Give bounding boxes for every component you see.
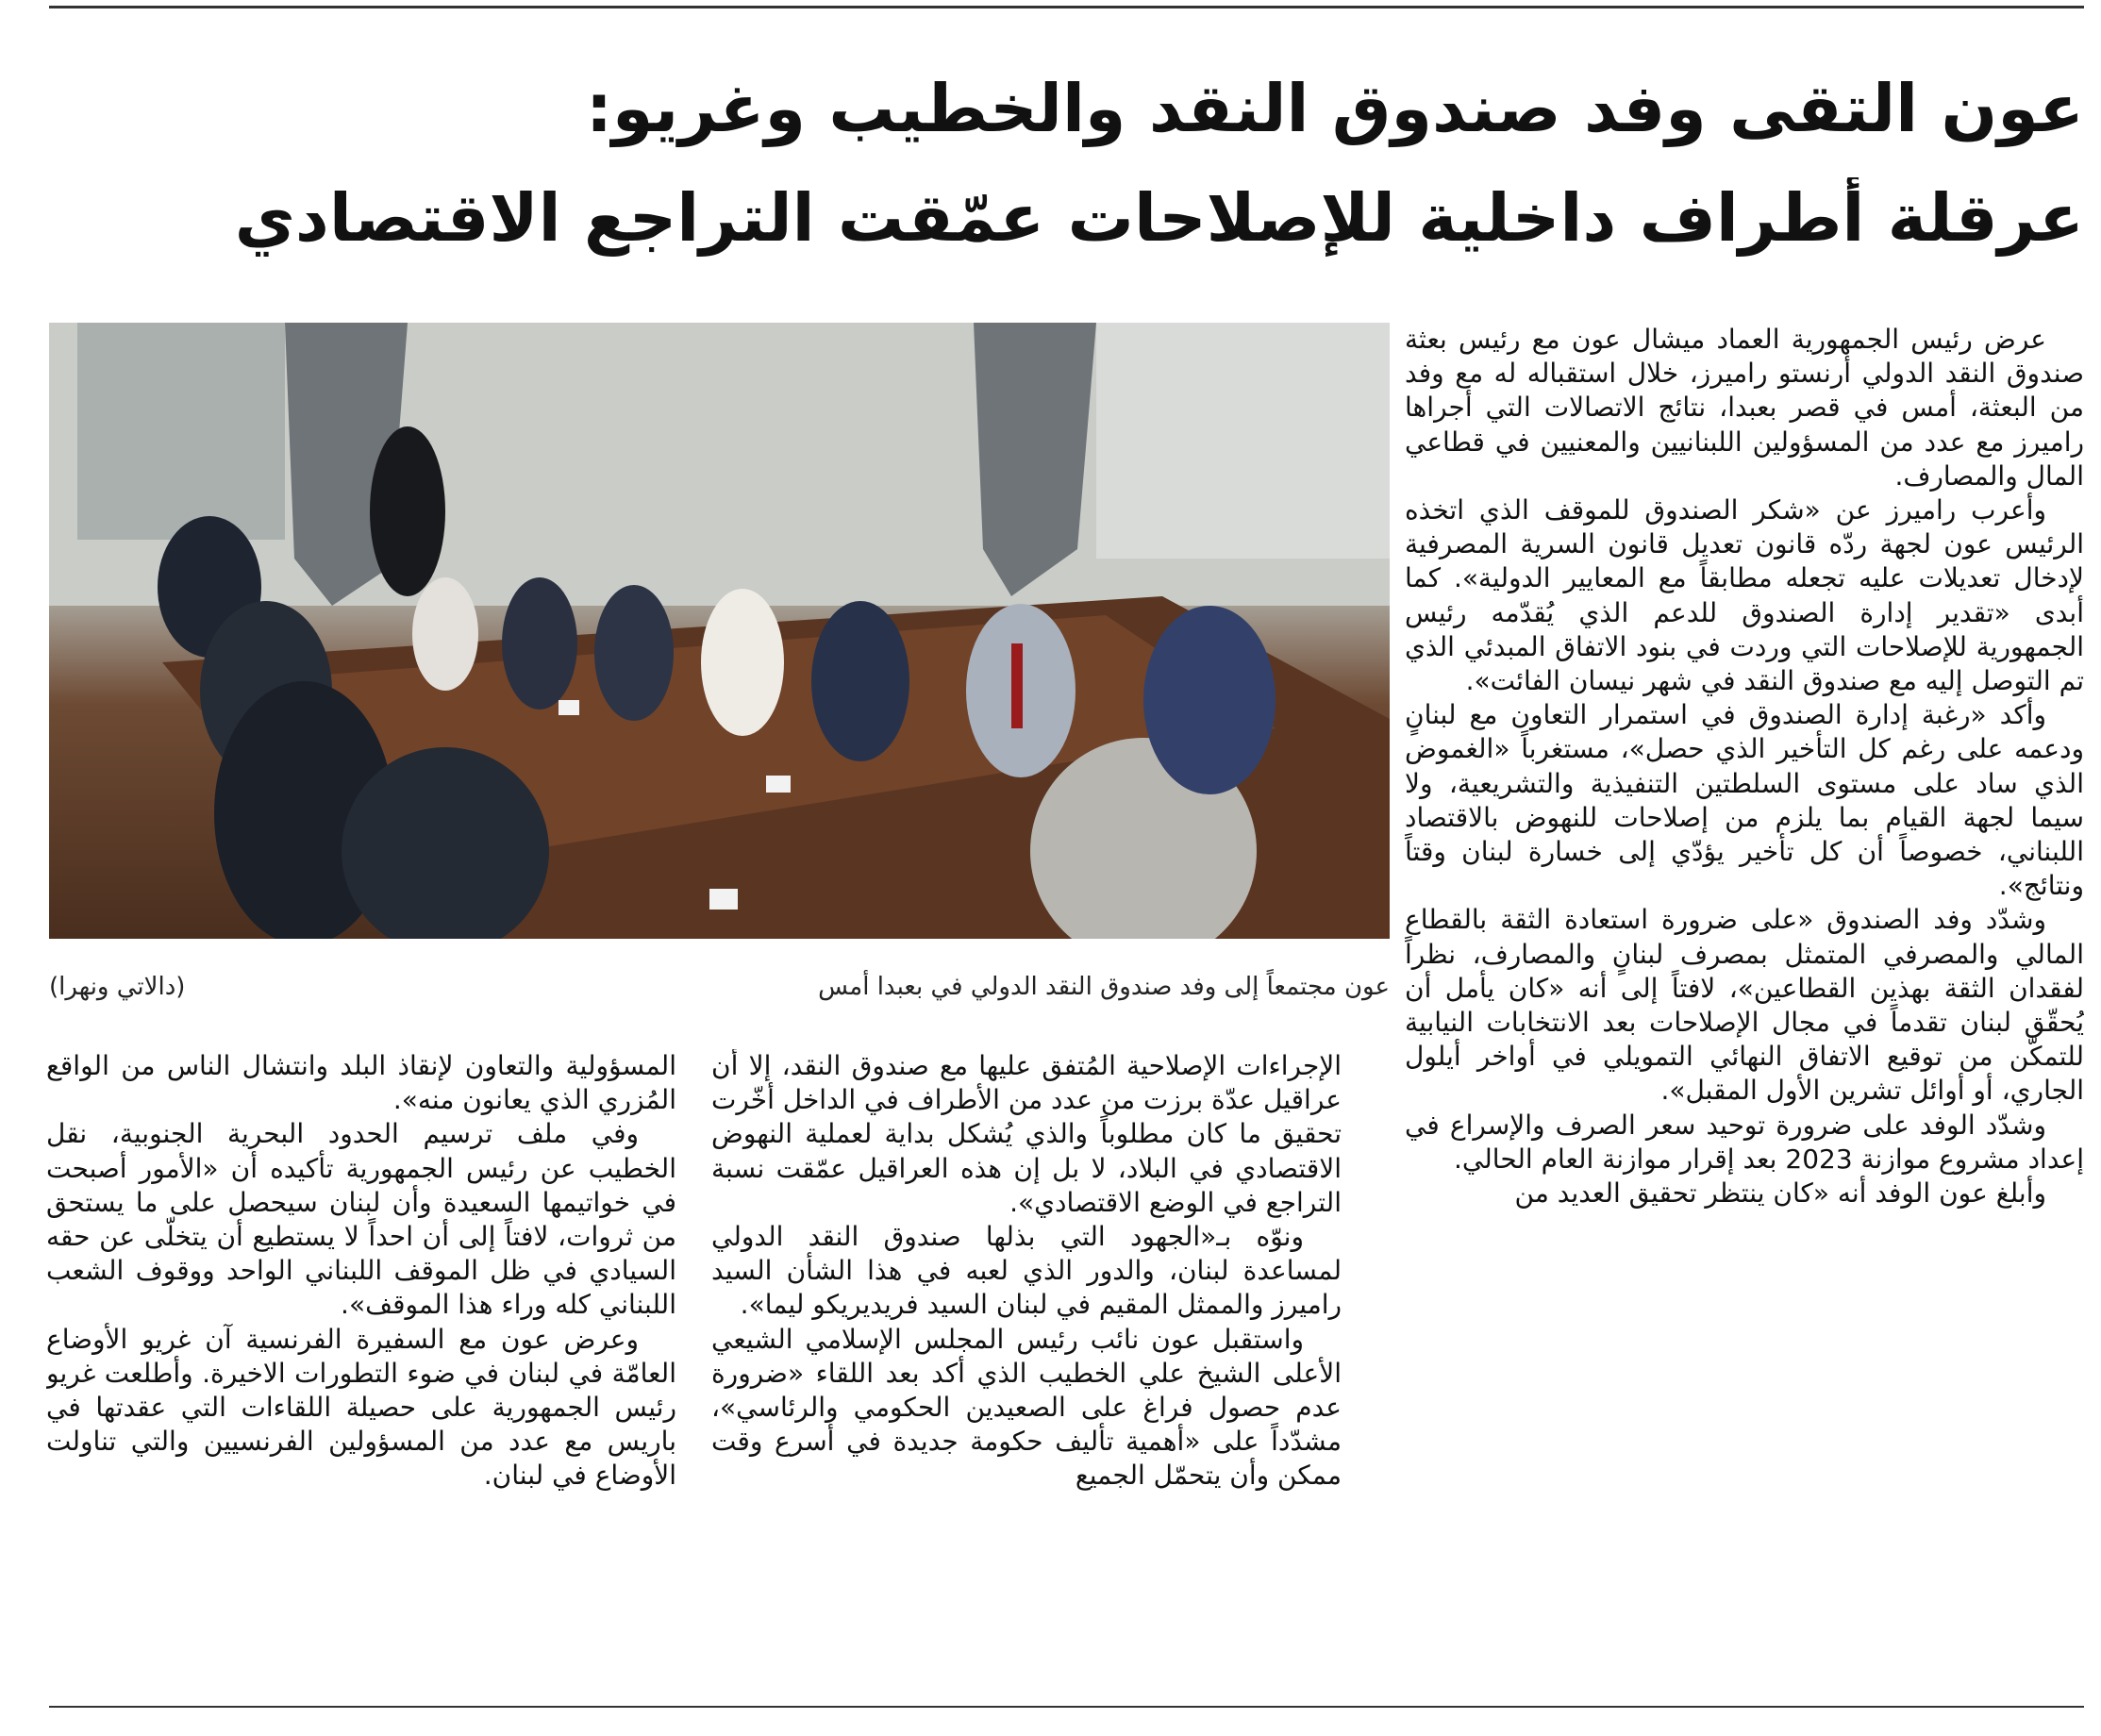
paragraph: واستقبل عون نائب رئيس المجلس الإسلامي الشيعي الأعلى الشيخ علي الخطيب الذي أكد بعد اللقاء «ضرورة عدم حصول فراغ على الصعيدين الحكومي والرئاسي»، مشدّداً على «أهمية تأليف حكومة جديدة في أسرع وقت ممكن وأن يتحمّل الجميع <box>711 1323 1342 1492</box>
paragraph: وشدّد وفد الصندوق «على ضرورة استعادة الثقة بالقطاع المالي والمصرفي المتمثل بمصرف لبنانٍ والمصارف، نظراً لفقدان الثقة بهذين القطاعين»، لافتاً إلى أنه «كان يأمل أن يُحقّق لبنان تقدماً في مجال الإصلاحات بعد الانتخابات النيابية للتمكّن من توقيع الاتفاق النهائي التمويلي في أواخر أيلول الجاري، أو أوائل تشرين الأول المقبل». <box>1405 904 2084 1107</box>
paragraph: المسؤولية والتعاون لإنقاذ البلد وانتشال الناس من الواقع المُزري الذي يعانون منه». <box>46 1050 676 1116</box>
article-column-right <box>1405 323 2084 1681</box>
paragraph: عرض رئيس الجمهورية العماد ميشال عون مع رئيس بعثة صندوق النقد الدولي أرنستو راميرز، خلال استقباله له مع وفد من البعثة، أمس في قصر بعبدا، نتائج الاتصالات التي أجراها راميرز مع عدد من المسؤولين اللبنانيين والمعنيين في قطاعي المال والمصارف. <box>1405 324 2084 492</box>
paragraph: وأعرب راميرز عن «شكر الصندوق للموقف الذي اتخذه الرئيس عون لجهة ردّه قانون تعديل قانون السرية المصرفية لإدخال تعديلات عليه تجعله مطابقاً مع المعايير الدولية». كما أبدى «تقدير إدارة الصندوق للدعم الذي يُقدّمه رئيس الجمهورية للإصلاحات التي وردت في بنود الاتفاق المبدئي الذي تم التوصل إليه مع صندوق النقد في شهر نيسان الفائت». <box>1405 494 2084 697</box>
top-rule <box>49 6 2084 8</box>
paragraph: وعرض عون مع السفيرة الفرنسية آن غريو الأوضاع العامّة في لبنان في ضوء التطورات الاخيرة. وأطلعت غريو رئيس الجمهورية على حصيلة اللقاءات التي عقدتها في باريس مع عدد من المسؤولين الفرنسيين والتي تناولت الأوضاع في لبنان. <box>46 1323 676 1492</box>
bottom-rule <box>49 1706 2084 1708</box>
meeting-photo-illustration <box>49 323 1390 939</box>
paragraph: وأكد «رغبة إدارة الصندوق في استمرار التعاون مع لبنانٍ ودعمه على رغم كل التأخير الذي حصل»، مستغرباً «الغموض الذي ساد على مستوى السلطتين التنفيذية والتشريعية، ولا سيما لجهة القيام بما يلزم من إصلاحات للنهوض بالاقتصاد اللبناني، خصوصاً أن كل تأخير يؤدّي إلى خسارة لبنان وقتاً ونتائج». <box>1405 699 2084 902</box>
paragraph: وفي ملف ترسيم الحدود البحرية الجنوبية، نقل الخطيب عن رئيس الجمهورية تأكيده أن «الأمور أصبحت في خواتيمها السعيدة وأن لبنان سيحصل على ما يستحق من ثروات، لافتاً إلى أن احداً لا يستطيع أن يتخلّى عن حقه السيادي في ظل الموقف اللبناني الواحد ووقوف الشعب اللبناني كله وراء هذا الموقف». <box>46 1118 676 1321</box>
photo-credit: (دالاتي ونهرا) <box>49 973 186 1001</box>
paragraph: وأبلغ عون الوفد أنه «كان ينتظر تحقيق العديد من <box>1514 1177 2046 1210</box>
article-column-left <box>46 1049 676 1691</box>
paragraph: وشدّد الوفد على ضرورة توحيد سعر الصرف والإسراع في إعداد مشروع موازنة 2023 بعد إقرار موازنة العام الحالي. <box>1405 1109 2084 1175</box>
paragraph: ونوّه بـ«الجهود التي بذلها صندوق النقد الدولي لمساعدة لبنان، والدور الذي لعبه في هذا الشأن السيد راميرز والممثل المقيم في لبنان السيد فريديريكو ليما». <box>711 1221 1342 1321</box>
headline-line-2: عرقلة أطراف داخلية للإصلاحات عمّقت التراجع الاقتصادي <box>234 179 2084 257</box>
article-column-middle <box>711 1049 1342 1691</box>
meeting-photo <box>49 323 1390 939</box>
headline-line-1: عون التقى وفد صندوق النقد والخطيب وغريو: <box>585 70 2084 147</box>
photo-caption: عون مجتمعاً إلى وفد صندوق النقد الدولي في بعبدا أمس <box>818 973 1390 1001</box>
paragraph: الإجراءات الإصلاحية المُتفق عليها مع صندوق النقد، إلا أن عراقيل عدّة برزت من عدد من الأطراف في الداخل أخّرت تحقيق ما كان مطلوباً والذي يُشكل بداية لعملية النهوض الاقتصادي في البلاد، لا بل إن هذه العراقيل عمّقت نسبة التراجع في الوضع الاقتصادي». <box>711 1050 1342 1218</box>
